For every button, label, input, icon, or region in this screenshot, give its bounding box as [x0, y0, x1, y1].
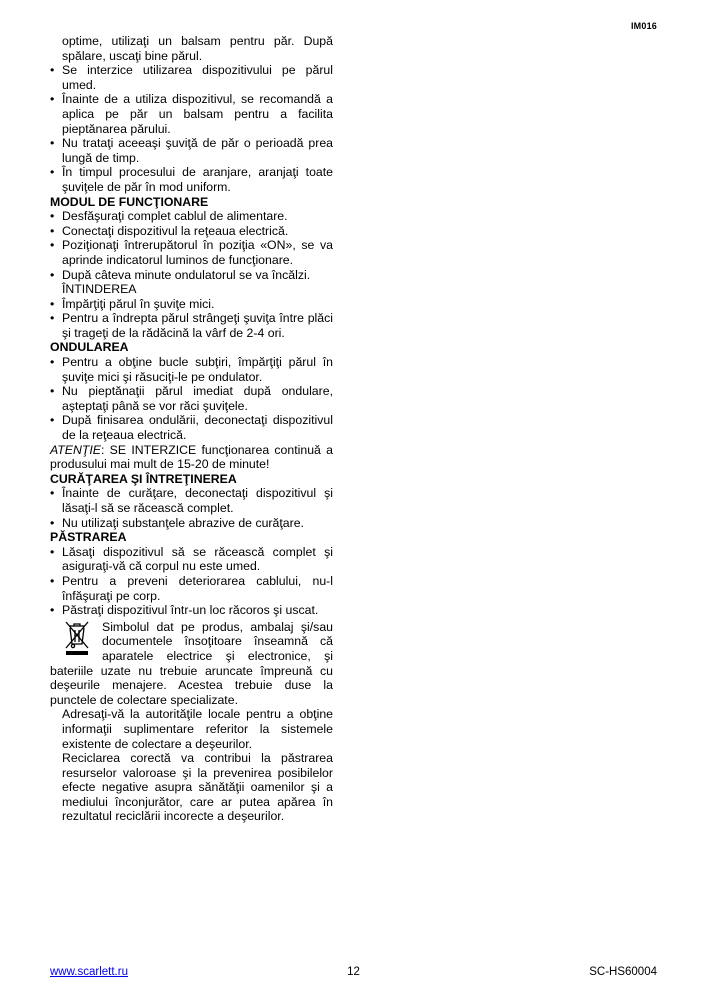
- instructions-column: [50, 34, 333, 824]
- bullet-icon: •: [50, 486, 55, 501]
- bullet-icon: •: [50, 165, 55, 180]
- bullet-icon: •: [50, 223, 55, 238]
- list-item: [50, 209, 333, 224]
- list-item: [50, 355, 333, 384]
- list-item-text: Nu pieptănaţii părul imediat după ondulare, aşteptaţi până se vor răci şuviţele.: [62, 384, 333, 413]
- bullet-icon: •: [50, 384, 55, 399]
- section-heading-curling: ONDULAREA: [50, 340, 129, 355]
- bullet-icon: •: [50, 267, 55, 282]
- list-item: [50, 545, 333, 574]
- list-item-text: Nu utilizaţi substanţele abrazive de curăţare.: [62, 515, 304, 530]
- weee-paragraph-2: Adresaţi-vă la autorităţile locale pentru a obţine informaţii suplimentare referitor la sistemele existente de colectare a deşeurilor.: [62, 707, 333, 751]
- page-footer: [50, 966, 657, 982]
- weee-paragraph-1: Simbolul dat pe produs, ambalaj şi/sau documentele însoţitoare înseamnă că aparatele electrice şi electronice, şi bateriile uzate nu trebuie aruncate împreună cu deşeurile menajere. Acestea trebuie duse la punctele de colectare specializate.: [50, 619, 333, 707]
- list-item: [50, 603, 333, 618]
- list-item-text: Pentru a obţine bucle subţiri, împărţiţi părul în şuviţe mici şi răsuciţi-le pe ondulator.: [62, 355, 333, 384]
- bullet-icon: •: [50, 296, 55, 311]
- model-number: SC-HS60004: [589, 966, 657, 978]
- bullet-icon: •: [50, 603, 55, 618]
- list-item: [50, 413, 333, 442]
- list-item-text: Desfăşuraţi complet cablul de alimentare.: [62, 209, 288, 224]
- bullet-icon: •: [50, 573, 55, 588]
- document-code: IM016: [630, 21, 657, 31]
- list-item: [50, 92, 333, 136]
- list-item: [50, 268, 333, 283]
- list-item-text: În timpul procesului de aranjare, aranjaţi toate şuviţele de păr în mod uniform.: [62, 165, 333, 194]
- list-item: [50, 311, 333, 340]
- list-item-text: După câteva minute ondulatorul se va încălzi.: [62, 267, 311, 282]
- list-item-text: Împărţiţi părul în şuviţe mici.: [62, 296, 215, 311]
- bullet-icon: •: [50, 92, 55, 107]
- list-item: [50, 516, 333, 531]
- list-item-text: După finisarea ondulării, deconectaţi dispozitivul de la reţeaua electrică.: [62, 413, 333, 443]
- bullet-icon: •: [50, 63, 55, 78]
- bullet-icon: •: [50, 238, 55, 253]
- bullet-icon: •: [50, 515, 55, 530]
- weee-paragraph-3: Reciclarea corectă va contribui la păstrarea resurselor valoroase şi la prevenirea posibilelor efecte negative asupra sănătăţii oamenilor şi a mediului înconjurător, care ar putea apărea în rezultatul reciclării incorecte a deşeurilor.: [62, 751, 333, 824]
- list-item-text: Se interzice utilizarea dispozitivului pe părul umed.: [62, 63, 333, 92]
- bullet-icon: •: [50, 544, 55, 559]
- page-number: 12: [347, 966, 360, 978]
- bullet-icon: •: [50, 413, 55, 428]
- list-item: [50, 238, 333, 267]
- bullet-icon: •: [50, 209, 55, 224]
- list-item: [50, 486, 333, 515]
- warning-text: : SE INTERZICE funcţionarea continuă a produsului mai mult de 15-20 de minute!: [50, 442, 333, 472]
- list-item: [50, 165, 333, 194]
- subheading-straightening: ÎNTINDEREA: [62, 282, 137, 297]
- list-item: [50, 224, 333, 239]
- list-item: [50, 63, 333, 92]
- website-link[interactable]: www.scarlett.ru: [50, 966, 128, 978]
- list-item: [50, 136, 333, 165]
- warning-note: [50, 443, 333, 472]
- list-item: [50, 297, 333, 312]
- crossed-out-wheelie-bin-icon: [60, 620, 94, 656]
- bullet-icon: •: [50, 311, 55, 326]
- list-item-text: Păstraţi dispozitivul într-un loc răcoros şi uscat.: [62, 603, 319, 618]
- list-item-text: Lăsaţi dispozitivul să se răcească complet şi asiguraţi-vă că corpul nu este umed.: [62, 544, 333, 574]
- list-item-text: Înainte de curăţare, deconectaţi dispozitivul şi lăsaţi-l să se răcească complet.: [62, 486, 333, 515]
- section-heading-cleaning: CURĂŢAREA ŞI ÎNTREŢINEREA: [50, 471, 237, 486]
- section-heading-mode: MODUL DE FUNCŢIONARE: [50, 194, 209, 209]
- list-item-text: Poziţionaţi întrerupătorul în poziţia «ON», se va aprinde indicatorul luminos de funcţionare.: [62, 238, 333, 267]
- list-item-text: Conectaţi dispozitivul la reţeaua electrică.: [62, 223, 289, 238]
- bullet-icon: •: [50, 136, 55, 151]
- weee-disposal-notice: [50, 620, 333, 708]
- list-item-text: Nu trataţi aceeaşi şuviţă de păr o perioadă prea lungă de timp.: [62, 136, 333, 165]
- section-heading-storage: PĂSTRAREA: [50, 530, 127, 545]
- warning-label: ATENŢIE: [50, 442, 102, 457]
- intro-continuation: optime, utilizaţi un balsam pentru păr. După spălare, uscaţi bine părul.: [62, 34, 333, 63]
- list-item: [50, 384, 333, 413]
- list-item-text: Pentru a preveni deteriorarea cablului, nu-l înfăşuraţi pe corp.: [62, 573, 333, 603]
- list-item-text: Pentru a îndrepta părul strângeţi şuviţa între plăci şi trageţi de la rădăcină la vârf de 2-4 ori.: [62, 311, 333, 340]
- list-item: [50, 574, 333, 603]
- bullet-icon: •: [50, 355, 55, 370]
- list-item-text: Înainte de a utiliza dispozitivul, se recomandă a aplica pe păr un balsam pentru a facilita pieptănarea părului.: [62, 92, 333, 136]
